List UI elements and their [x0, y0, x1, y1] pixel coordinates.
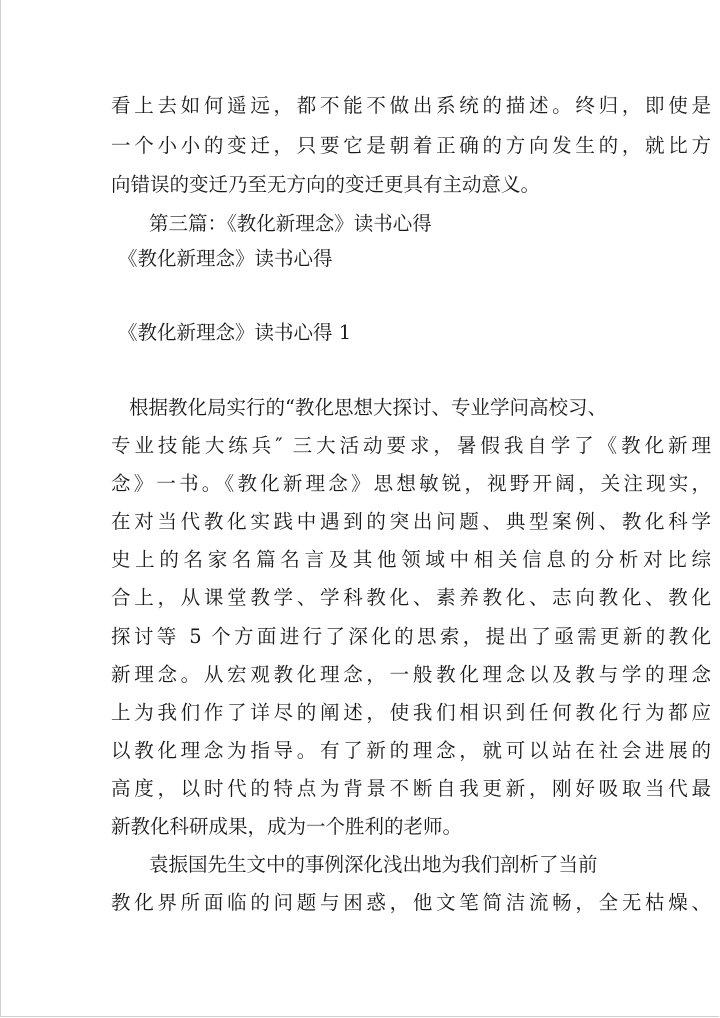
paragraph1-line-7: 探讨等 5 个方面进行了深化的思索，提出了亟需更新的教化 — [111, 625, 711, 648]
sub-heading: 《教化新理念》读书心得 — [118, 247, 333, 270]
intro-line-1: 看上去如何遥远，都不能不做出系统的描述。终归，即使是 — [111, 94, 711, 117]
paragraph2-line-2: 教化界所面临的问题与困惑，他文笔简洁流畅，全无枯燥、 — [111, 891, 711, 914]
paragraph1-line-11: 高度，以时代的特点为背景不断自我更新，刚好吸取当代最 — [111, 777, 711, 800]
intro-line-2: 一个小小的变迁，只要它是朝着正确的方向发生的，就比方 — [111, 134, 711, 157]
paragraph1-line-8: 新理念。从宏观教化理念，一般教化理念以及教与学的理念 — [111, 663, 711, 686]
paragraph1-line-12: 新教化科研成果，成为一个胜利的老师。 — [111, 815, 463, 838]
paragraph1-line-3: 念》一书。《教化新理念》思想敏锐，视野开阔，关注现实， — [111, 472, 711, 495]
intro-line-3: 向错误的变迁乃至无方向的变迁更具有主动意义。 — [111, 173, 541, 196]
paragraph1-line-5: 史上的名家名篇名言及其他领域中相关信息的分析对比综 — [111, 548, 711, 571]
article-title: 《教化新理念》读书心得 1 — [118, 321, 352, 344]
paragraph1-line-9: 上为我们作了详尽的阐述，使我们相识到任何教化行为都应 — [111, 701, 711, 724]
paragraph1-line-1: 根据教化局实行的“教化思想大探讨、专业学问高校习、 — [129, 396, 607, 419]
paragraph1-line-4: 在对当代教化实践中遇到的突出问题、典型案例、教化科学 — [111, 510, 711, 533]
paragraph1-line-6: 合上，从课堂教学、学科教化、素养教化、志向教化、教化 — [111, 586, 711, 609]
paragraph2-line-1: 袁振国先生文中的事例深化浅出地为我们剖析了当前 — [149, 853, 598, 876]
paragraph1-line-2: 专业技能大练兵″ 三大活动要求，暑假我自学了《教化新理 — [111, 434, 711, 457]
section-heading: 第三篇：《教化新理念》读书心得 — [149, 212, 432, 235]
paragraph1-line-10: 以教化理念为指导。有了新的理念，就可以站在社会进展的 — [111, 739, 711, 762]
